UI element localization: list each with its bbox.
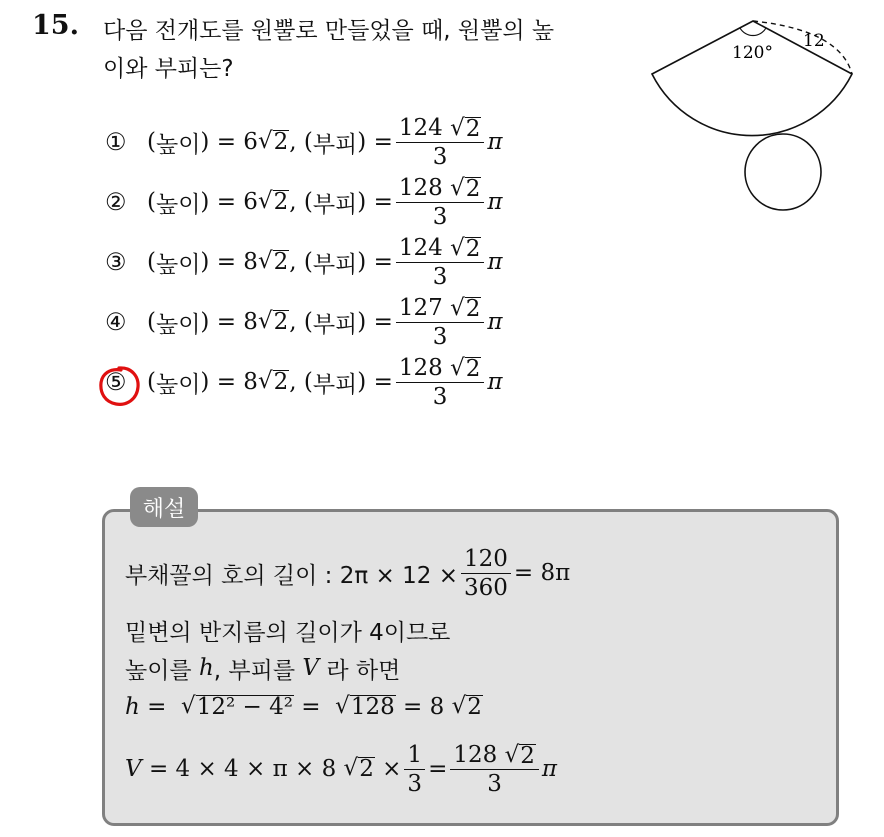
volume-expr: = 4 × 4 × π × 8 [148,756,337,782]
radicand: 2 [359,756,374,782]
volume-denominator: 3 [432,203,448,230]
volume-fraction: 124 √ 2 3 [396,235,485,290]
volume-label: 부피 [312,191,358,218]
height-coef: 8 [243,249,258,275]
volume-fraction: 127 √ 2 3 [396,295,485,350]
var-h: h [198,655,214,681]
var-v: V [125,756,142,782]
sqrt-two: √ 2 [343,755,374,782]
choice-number: ④ [105,308,127,336]
one-third-fraction [404,742,425,797]
cone-net-diagram [640,10,860,220]
choice-number: ① [105,128,127,156]
height-coef: 6 [243,129,258,155]
volume-denominator: 3 [432,383,448,410]
volume-numerator: 127 [398,294,443,321]
choice-5[interactable]: ⑤ ( 높이 ) = 8 √ 2 , ( 부피 ) = 128 √ 2 3 π [105,354,503,410]
height-coef: 8 [243,369,258,395]
height-label: 높이 [155,251,201,278]
sqrt-two: √ 2 [257,248,289,275]
volume-label: 부피 [312,251,358,278]
radicand-3: 2 [467,694,482,720]
var-h: h [125,694,140,720]
volume-numerator: 124 [398,234,443,261]
volume-label: 부피 [312,371,358,398]
height-label: 높이 [155,131,201,158]
solution-line-3 [125,650,400,686]
sqrt-two: √ 2 [257,308,289,335]
volume-numerator: 128 [398,174,443,201]
angle-fraction-num: 120 [461,546,511,574]
one-third-num: 1 [404,742,425,770]
height-label: 높이 [155,311,201,338]
volume-fraction: 128 √ 2 3 [396,175,485,230]
question-number: 15. [32,10,79,41]
sqrt-two: √ 2 [257,188,289,215]
choice-number: ② [105,188,127,216]
choice-4[interactable]: ④ ( 높이 ) = 8 √ 2 , ( 부피 ) = 127 √ 2 3 π [105,294,503,350]
choice-number: ③ [105,248,127,276]
question-text-line2: 이와 부피는? [103,56,234,82]
sqrt-two: √ 2 [257,368,289,395]
choice-3[interactable]: ③ ( 높이 ) = 8 √ 2 , ( 부피 ) = 124 √ 2 3 π [105,234,503,290]
slant-label: 12 [803,31,825,51]
var-v: V [302,655,320,681]
volume-label: 부피 [312,311,358,338]
angle-fraction [461,546,511,601]
one-third-den: 3 [407,770,423,797]
solution-line-5: V = 4 × 4 × π × 8 √ 2 × $\frac{1}{3}$ = 128 √ 2 3 π [125,741,557,797]
height-coef: 6 [243,189,258,215]
volume-denominator: 3 [432,323,448,350]
then-text: 라 하면 [326,657,401,684]
let-volume-text: , 부피를 [213,657,296,684]
equals: = [147,694,167,720]
height-result-coef: 8 [429,694,445,720]
volume-denominator: 3 [432,263,448,290]
let-height-text: 높이를 [125,657,192,684]
volume-result-radicand: 2 [520,742,535,769]
radius-statement: 밑변의 반지름의 길이가 4이므로 [125,619,451,646]
sqrt-two: √ 2 [257,128,289,155]
volume-denominator: 3 [432,143,448,170]
arc-length-result: = 8π [513,560,571,586]
volume-fraction: 124 √ 2 3 [396,115,485,170]
choice-number: ⑤ [105,368,127,396]
base-circle [745,134,821,210]
height-coef: 8 [243,309,258,335]
volume-numerator: 124 [398,114,443,141]
volume-result-fraction: 128 √ 2 3 [450,742,539,797]
solution-line-4: h = √ 12² − 4² = √ 128 = 8 √ 2 [125,693,482,720]
angle-arc [740,28,766,36]
volume-numerator: 128 [398,354,443,381]
volume-result-num: 128 [453,741,498,768]
radicand-2: 128 [350,694,395,720]
sqrt-expr-2: √ 128 [335,693,395,720]
volume-result-den: 3 [487,770,502,797]
question-text [103,12,623,88]
choice-2[interactable]: ② ( 높이 ) = 6 √ 2 , ( 부피 ) = 128 √ 2 3 π [105,174,503,230]
solution-line-1 [125,540,570,606]
height-label: 높이 [155,191,201,218]
solution-tag: 해설 [130,487,198,527]
sqrt-expr-1: √ 12² − 4² [181,693,293,720]
angle-label: 120° [732,43,773,63]
angle-fraction-den: 360 [463,574,508,601]
question-text-line1: 다음 전개도를 원뿔로 만들었을 때, 원뿔의 높 [103,18,555,44]
radicand-1: 12² − 4² [196,694,293,720]
arc-length-expr: 부채꼴의 호의 길이 : 2π × 12 × [125,562,458,589]
volume-label: 부피 [312,131,358,158]
sqrt-expr-3: √ 2 [451,693,482,720]
choice-1[interactable]: ① ( 높이 ) = 6 √ 2 , ( 부피 ) = 124 √ 2 3 π [105,114,503,170]
height-label: 높이 [155,371,201,398]
solution-line-2 [125,612,450,648]
volume-fraction: 128 √ 2 3 [396,355,485,410]
